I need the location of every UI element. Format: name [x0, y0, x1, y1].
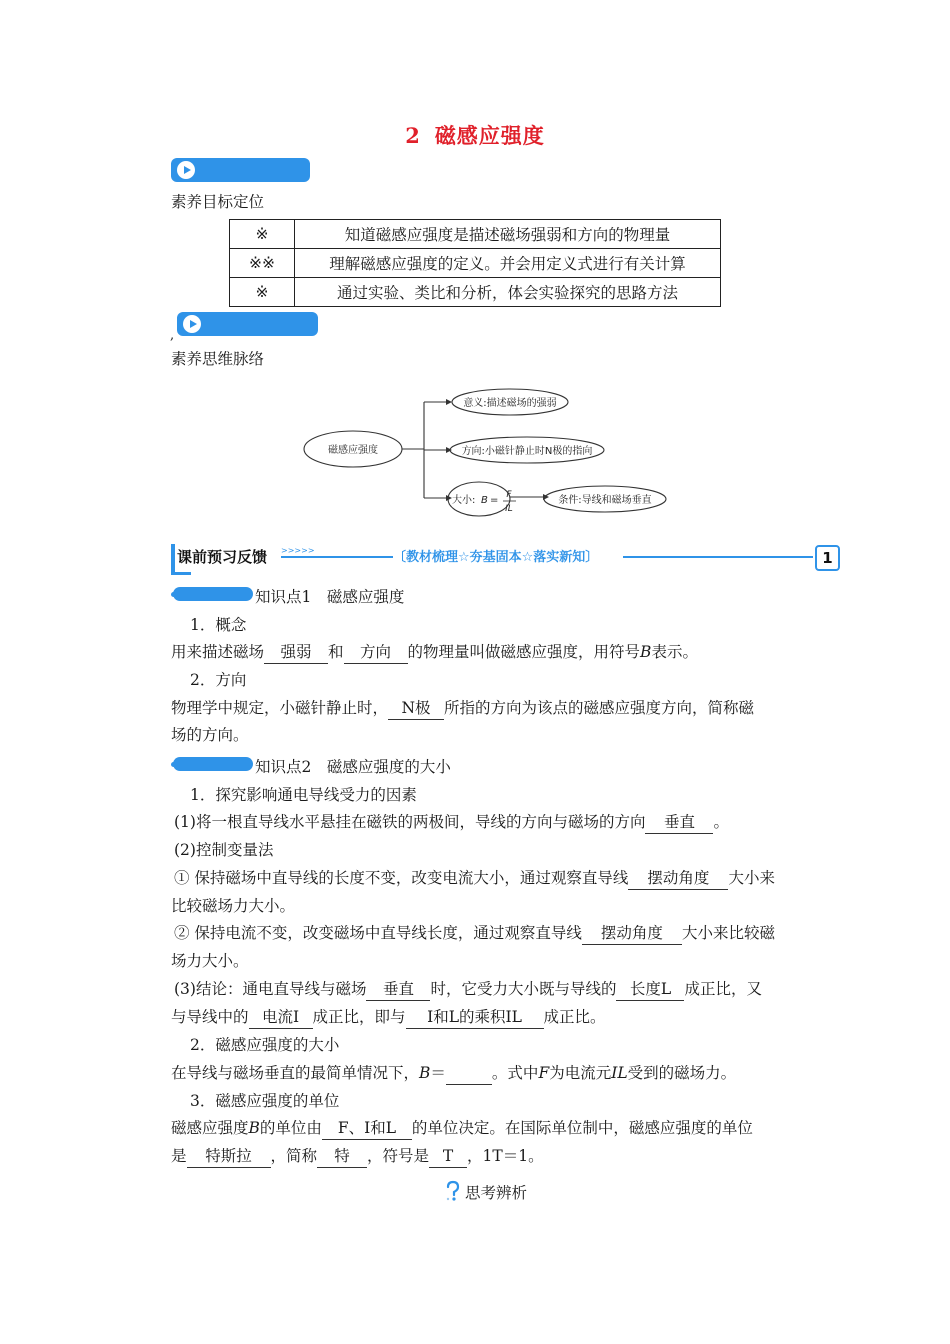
fraction-numerator: F	[506, 490, 512, 500]
kp1-direction-text: 物理学中规定，小磁针静止时， N极 所指的方向为该点的磁感应强度方向，简称磁	[171, 697, 754, 720]
section-header-bar	[171, 543, 841, 575]
kp2-step2: (2)控制变量法	[174, 841, 274, 859]
goals-table	[229, 219, 721, 307]
kp2-explore-heading: 1．探究影响通电导线受力的因素	[190, 786, 417, 804]
kp1-concept-heading: 1．概念	[190, 616, 247, 634]
section-arrows: >>>>>	[281, 546, 315, 555]
blank-swing-angle-2: 摆动角度	[582, 922, 682, 945]
blank-product: I和L的乘积IL	[406, 1006, 544, 1029]
section-title: 课前预习反馈	[177, 548, 268, 566]
kp1-chip	[173, 587, 253, 601]
kp2-conclusion: (3)结论：通电直导线与磁场 垂直 时，它受力大小既与导线的 长度L 成正比，又	[174, 978, 762, 1001]
mind-map-diagram	[300, 385, 680, 520]
blank-formula	[446, 1062, 492, 1085]
kp1-direction-text-cont: 场的方向。	[171, 726, 249, 744]
kp2-control2: ② 保持电流不变，改变磁场中直导线长度，通过观察直导线 摆动角度 大小来比较磁	[174, 922, 775, 945]
kp2-unit-text: 磁感应强度B的单位由 F、I和L 的单位决定。在国际单位制中，磁感应强度的单位	[171, 1117, 753, 1140]
branch-direction-label: 方向:小磁针静止时N极的指向	[461, 446, 593, 457]
title-number: 2	[405, 123, 421, 148]
kp2-step1: (1)将一根直导线水平悬挂在磁铁的两极间，导线的方向与磁场的方向 垂直 。	[174, 811, 729, 834]
mindmap-heading: 素养思维脉络	[171, 350, 265, 368]
branch-magnitude-eq: =	[490, 495, 499, 506]
kp2-magnitude-text: 在导线与磁场垂直的最简单情况下，B＝ 。式中F为电流元IL受到的磁场力。	[171, 1062, 736, 1085]
kp1-concept-text: 用来描述磁场 强弱 和 方向 的物理量叫做磁感应强度，用符号B表示。	[171, 641, 698, 664]
think-label: 思考辨析	[465, 1184, 528, 1202]
title-text: 磁感应强度	[434, 123, 545, 148]
table-row: ※※ 理解磁感应强度的定义。并会用定义式进行有关计算	[230, 249, 721, 278]
kp2-chip	[173, 757, 253, 771]
branch-meaning-label: 意义:描述磁场的强弱	[463, 398, 557, 409]
kp2-control2-cont: 场力大小。	[171, 952, 249, 970]
kp2-control1: ① 保持磁场中直导线的长度不变，改变电流大小，通过观察直导线 摆动角度 大小来	[174, 867, 775, 890]
section-subtitle: 〔教材梳理☆夯基固本☆落实新知〕	[393, 550, 599, 565]
kp2-unit-heading: 3．磁感应强度的单位	[190, 1092, 340, 1110]
play-icon	[177, 161, 195, 179]
goals-banner	[171, 158, 310, 182]
page-title	[0, 120, 950, 150]
table-row: ※ 知道磁感应强度是描述磁场强弱和方向的物理量	[230, 220, 721, 249]
kp1-direction-heading: 2．方向	[190, 671, 247, 689]
blank-swing-angle-1: 摆动角度	[628, 867, 728, 890]
blank-current: 电流I	[249, 1006, 313, 1029]
kp2-control1-cont: 比较磁场力大小。	[171, 897, 296, 915]
root-label: 磁感应强度	[328, 445, 378, 456]
comma-mark: ,	[170, 328, 175, 343]
blank-n-pole: N极	[388, 697, 444, 720]
blank-tesla: 特斯拉	[187, 1145, 271, 1168]
kp2-conclusion-cont: 与导线中的 电流I 成正比，即与 I和L的乘积IL 成正比。	[171, 1006, 606, 1029]
fraction-denominator: IL	[505, 504, 513, 514]
blank-symbol: T	[429, 1145, 467, 1168]
section-number: 1	[815, 545, 840, 571]
blank-strength: 强弱	[264, 641, 328, 664]
play-icon	[183, 315, 201, 333]
branch-magnitude-prefix: 大小:	[452, 495, 476, 506]
table-row: ※ 通过实验、类比和分析，体会实验探究的思路方法	[230, 278, 721, 307]
blank-units: F、I和L	[322, 1117, 412, 1140]
blank-length: 长度L	[616, 978, 684, 1001]
branch-magnitude-var: B	[481, 495, 488, 506]
kp2-magnitude-heading: 2．磁感应强度的大小	[190, 1036, 340, 1054]
branch-condition-label: 条件:导线和磁场垂直	[558, 495, 652, 506]
thinking-icon	[444, 1180, 462, 1202]
goals-heading: 素养目标定位	[171, 193, 265, 211]
blank-perpendicular-2: 垂直	[366, 978, 430, 1001]
mindmap-banner	[177, 312, 318, 336]
blank-perpendicular-1: 垂直	[645, 811, 713, 834]
kp1-label: 知识点1 磁感应强度	[255, 588, 405, 606]
blank-te: 特	[317, 1145, 367, 1168]
blank-direction: 方向	[344, 641, 408, 664]
kp2-unit-text-cont: 是 特斯拉 ，简称 特 ，符号是 T ，1T＝1。	[171, 1145, 544, 1168]
kp2-label: 知识点2 磁感应强度的大小	[255, 758, 451, 776]
